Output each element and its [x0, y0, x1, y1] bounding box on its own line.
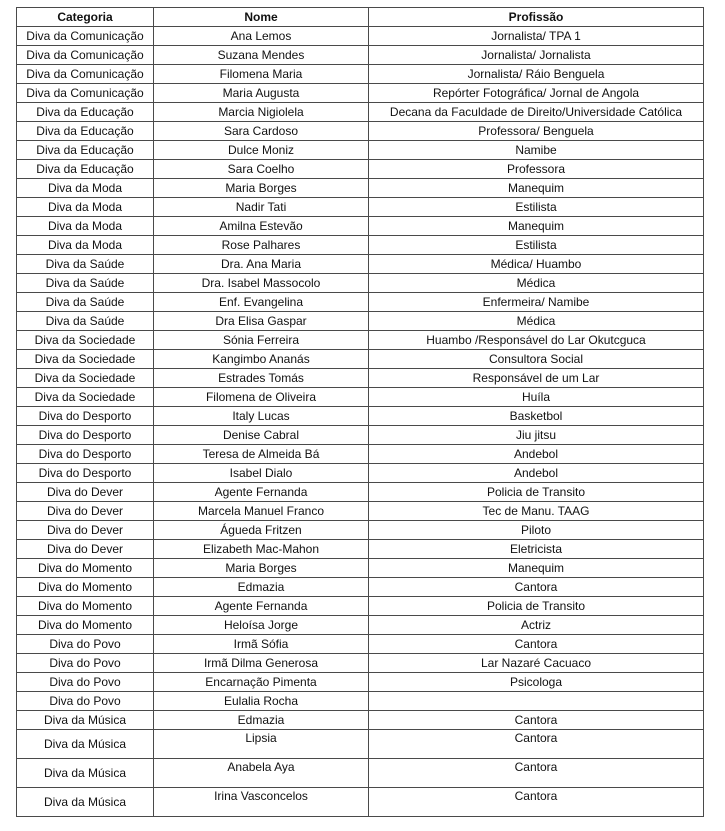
categoria-cell: Diva da Música: [17, 711, 154, 730]
categoria-cell: Diva do Momento: [17, 597, 154, 616]
profissao-cell: Médica: [369, 274, 704, 293]
categoria-cell: Diva do Desporto: [17, 426, 154, 445]
categoria-cell: Diva do Desporto: [17, 445, 154, 464]
nome-cell: Eulalia Rocha: [154, 692, 369, 711]
nome-cell: Denise Cabral: [154, 426, 369, 445]
categoria-cell: Diva do Momento: [17, 616, 154, 635]
categoria-cell: Diva da Educação: [17, 141, 154, 160]
nome-cell: Filomena de Oliveira: [154, 388, 369, 407]
table-row: [17, 312, 704, 331]
table-row: [17, 711, 704, 730]
profissao-cell: Eletricista: [369, 540, 704, 559]
categoria-cell: Diva do Povo: [17, 654, 154, 673]
profissao-cell: Estilista: [369, 236, 704, 255]
table-row: [17, 198, 704, 217]
table-row: [17, 635, 704, 654]
table-row: [17, 122, 704, 141]
nome-cell: Marcia Nigiolela: [154, 103, 369, 122]
nome-cell: Irmã Dilma Generosa: [154, 654, 369, 673]
table-row: [17, 388, 704, 407]
nome-cell: Maria Borges: [154, 179, 369, 198]
categoria-cell: Diva do Momento: [17, 559, 154, 578]
nome-cell: Estrades Tomás: [154, 369, 369, 388]
categoria-cell: Diva da Educação: [17, 160, 154, 179]
table-row: [17, 160, 704, 179]
categoria-cell: Diva da Música: [17, 788, 154, 817]
categoria-cell: Diva do Dever: [17, 540, 154, 559]
categoria-cell: Diva da Sociedade: [17, 350, 154, 369]
nome-cell: Irina Vasconcelos: [154, 788, 369, 817]
nome-cell: Agente Fernanda: [154, 483, 369, 502]
categoria-cell: Diva da Música: [17, 730, 154, 759]
table-row: [17, 502, 704, 521]
nome-cell: Enf. Evangelina: [154, 293, 369, 312]
table-row: [17, 46, 704, 65]
profissao-cell: Cantora: [369, 788, 704, 817]
table-row: [17, 407, 704, 426]
table-row: [17, 65, 704, 84]
categoria-cell: Diva da Comunicação: [17, 46, 154, 65]
profissao-cell: Professora/ Benguela: [369, 122, 704, 141]
profissao-cell: Jiu jitsu: [369, 426, 704, 445]
categoria-cell: Diva da Educação: [17, 122, 154, 141]
table-row: [17, 540, 704, 559]
nome-cell: Dulce Moniz: [154, 141, 369, 160]
profissao-cell: Médica: [369, 312, 704, 331]
nome-cell: Dra. Ana Maria: [154, 255, 369, 274]
profissao-cell: Cantora: [369, 635, 704, 654]
table-row: [17, 730, 704, 759]
categoria-cell: Diva do Povo: [17, 635, 154, 654]
profissao-cell: [369, 692, 704, 711]
table-row: [17, 255, 704, 274]
nome-cell: Sara Coelho: [154, 160, 369, 179]
categoria-cell: Diva da Saúde: [17, 274, 154, 293]
categoria-cell: Diva da Saúde: [17, 255, 154, 274]
nome-cell: Irmã Sófia: [154, 635, 369, 654]
profissao-cell: Manequim: [369, 217, 704, 236]
profissao-cell: Cantora: [369, 759, 704, 788]
categoria-cell: Diva da Moda: [17, 217, 154, 236]
profissao-cell: Andebol: [369, 445, 704, 464]
nome-cell: Edmazia: [154, 711, 369, 730]
profissao-cell: Basketbol: [369, 407, 704, 426]
nome-cell: Sónia Ferreira: [154, 331, 369, 350]
categoria-cell: Diva da Comunicação: [17, 65, 154, 84]
categoria-cell: Diva da Sociedade: [17, 388, 154, 407]
profissao-cell: Cantora: [369, 711, 704, 730]
profissao-cell: Manequim: [369, 179, 704, 198]
categoria-cell: Diva do Momento: [17, 578, 154, 597]
profissao-cell: Piloto: [369, 521, 704, 540]
table-row: [17, 103, 704, 122]
categoria-cell: Diva da Moda: [17, 198, 154, 217]
table-row: [17, 616, 704, 635]
nome-cell: Rose Palhares: [154, 236, 369, 255]
nome-cell: Lipsia: [154, 730, 369, 759]
categoria-cell: Diva da Educação: [17, 103, 154, 122]
table-row: [17, 84, 704, 103]
categoria-cell: Diva da Moda: [17, 179, 154, 198]
profissao-cell: Enfermeira/ Namibe: [369, 293, 704, 312]
table-row: [17, 426, 704, 445]
nome-cell: Teresa de Almeida Bá: [154, 445, 369, 464]
nome-cell: Maria Borges: [154, 559, 369, 578]
nome-cell: Dra. Isabel Massocolo: [154, 274, 369, 293]
categoria-cell: Diva da Saúde: [17, 293, 154, 312]
categoria-cell: Diva do Desporto: [17, 464, 154, 483]
table-row: [17, 654, 704, 673]
profissao-cell: Andebol: [369, 464, 704, 483]
nome-cell: Ana Lemos: [154, 27, 369, 46]
nome-cell: Nadir Tati: [154, 198, 369, 217]
categoria-cell: Diva da Sociedade: [17, 369, 154, 388]
profissao-cell: Cantora: [369, 578, 704, 597]
profissao-cell: Jornalista/ Jornalista: [369, 46, 704, 65]
profissao-cell: Actriz: [369, 616, 704, 635]
header-row: [17, 8, 704, 27]
profissao-cell: Responsável de um Lar: [369, 369, 704, 388]
categoria-cell: Diva do Povo: [17, 673, 154, 692]
header-profissao: Profissão: [369, 8, 704, 27]
table-row: [17, 331, 704, 350]
profissao-cell: Jornalista/ TPA 1: [369, 27, 704, 46]
table-row: [17, 236, 704, 255]
profissao-cell: Manequim: [369, 559, 704, 578]
categoria-cell: Diva da Sociedade: [17, 331, 154, 350]
nome-cell: Amilna Estevão: [154, 217, 369, 236]
categoria-cell: Diva da Comunicação: [17, 27, 154, 46]
table-row: [17, 597, 704, 616]
profissao-cell: Namibe: [369, 141, 704, 160]
table-row: [17, 483, 704, 502]
nome-cell: Edmazia: [154, 578, 369, 597]
nome-cell: Sara Cardoso: [154, 122, 369, 141]
header-categoria: Categoria: [17, 8, 154, 27]
nome-cell: Elizabeth Mac-Mahon: [154, 540, 369, 559]
nome-cell: Suzana Mendes: [154, 46, 369, 65]
profissao-cell: Médica/ Huambo: [369, 255, 704, 274]
table-row: [17, 350, 704, 369]
nome-cell: Encarnação Pimenta: [154, 673, 369, 692]
categoria-cell: Diva da Música: [17, 759, 154, 788]
profissao-cell: Repórter Fotográfica/ Jornal de Angola: [369, 84, 704, 103]
categoria-cell: Diva do Dever: [17, 483, 154, 502]
profissao-cell: Tec de Manu. TAAG: [369, 502, 704, 521]
table-row: [17, 274, 704, 293]
nome-cell: Italy Lucas: [154, 407, 369, 426]
table-row: [17, 759, 704, 788]
table-row: [17, 673, 704, 692]
table-row: [17, 788, 704, 817]
table-row: [17, 179, 704, 198]
divas-table: [16, 7, 704, 817]
categoria-cell: Diva da Saúde: [17, 312, 154, 331]
table-row: [17, 217, 704, 236]
profissao-cell: Professora: [369, 160, 704, 179]
profissao-cell: Estilista: [369, 198, 704, 217]
table-row: [17, 445, 704, 464]
profissao-cell: Consultora Social: [369, 350, 704, 369]
nome-cell: Maria Augusta: [154, 84, 369, 103]
table-row: [17, 27, 704, 46]
nome-cell: Águeda Fritzen: [154, 521, 369, 540]
nome-cell: Filomena Maria: [154, 65, 369, 84]
profissao-cell: Huambo /Responsável do Lar Okutcguca: [369, 331, 704, 350]
profissao-cell: Cantora: [369, 730, 704, 759]
categoria-cell: Diva do Dever: [17, 521, 154, 540]
table-row: [17, 369, 704, 388]
nome-cell: Kangimbo Ananás: [154, 350, 369, 369]
categoria-cell: Diva do Desporto: [17, 407, 154, 426]
table-row: [17, 559, 704, 578]
profissao-cell: Policia de Transito: [369, 597, 704, 616]
nome-cell: Dra Elisa Gaspar: [154, 312, 369, 331]
table-row: [17, 293, 704, 312]
nome-cell: Anabela Aya: [154, 759, 369, 788]
nome-cell: Isabel Dialo: [154, 464, 369, 483]
categoria-cell: Diva do Povo: [17, 692, 154, 711]
profissao-cell: Psicologa: [369, 673, 704, 692]
categoria-cell: Diva do Dever: [17, 502, 154, 521]
table-row: [17, 521, 704, 540]
nome-cell: Marcela Manuel Franco: [154, 502, 369, 521]
nome-cell: Agente Fernanda: [154, 597, 369, 616]
profissao-cell: Huíla: [369, 388, 704, 407]
table-row: [17, 578, 704, 597]
profissao-cell: Lar Nazaré Cacuaco: [369, 654, 704, 673]
nome-cell: Heloísa Jorge: [154, 616, 369, 635]
table-body: [17, 27, 704, 817]
header-nome: Nome: [154, 8, 369, 27]
table-row: [17, 141, 704, 160]
categoria-cell: Diva da Comunicação: [17, 84, 154, 103]
table-row: [17, 464, 704, 483]
profissao-cell: Jornalista/ Ráio Benguela: [369, 65, 704, 84]
profissao-cell: Decana da Faculdade de Direito/Universidade Católica: [369, 103, 704, 122]
categoria-cell: Diva da Moda: [17, 236, 154, 255]
profissao-cell: Policia de Transito: [369, 483, 704, 502]
table-row: [17, 692, 704, 711]
